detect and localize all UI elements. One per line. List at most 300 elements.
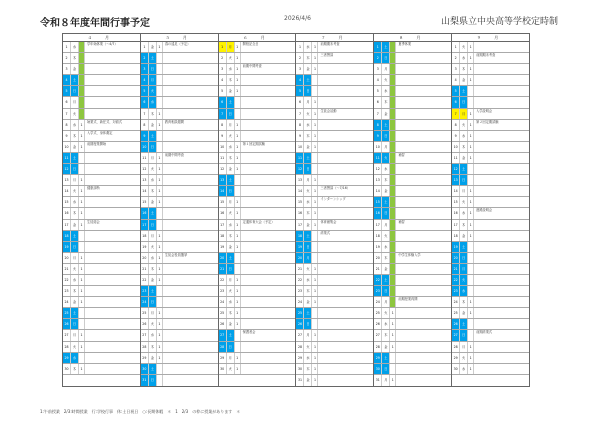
day-row xyxy=(296,142,373,153)
day-row xyxy=(63,186,140,197)
day-number: 4 xyxy=(374,75,382,85)
day-number: 29 xyxy=(452,353,460,363)
day-number: 22 xyxy=(219,275,227,285)
event-text: 第１回定期試験 xyxy=(242,141,265,146)
weekday: 月 xyxy=(460,109,468,119)
weekday: 水 xyxy=(304,42,312,52)
event-text xyxy=(241,153,296,163)
class-marker: 1 xyxy=(235,231,241,241)
weekday: 火 xyxy=(71,342,79,352)
weekday: 月 xyxy=(460,186,468,196)
event-text xyxy=(163,353,218,363)
weekday: 土 xyxy=(304,308,312,318)
class-marker: 1 xyxy=(468,231,474,241)
weekday: 火 xyxy=(71,109,79,119)
class-marker: 1 xyxy=(157,242,163,252)
day-row xyxy=(141,197,218,208)
class-marker: 1 xyxy=(390,319,396,329)
day-number: 17 xyxy=(141,220,149,230)
day-row xyxy=(374,64,451,75)
day-number: 21 xyxy=(63,264,71,274)
event-text xyxy=(163,275,218,285)
weekday: 水 xyxy=(382,86,390,96)
event-text xyxy=(396,242,451,252)
weekday: 火 xyxy=(304,342,312,352)
weekday: 日 xyxy=(304,319,312,329)
page-title: 令和８年度年間行事予定 xyxy=(40,18,150,29)
weekday: 土 xyxy=(304,153,312,163)
weekday: 月 xyxy=(149,75,157,85)
day-row xyxy=(219,42,296,53)
weekday: 水 xyxy=(71,42,79,52)
day-row xyxy=(452,86,529,97)
event-text xyxy=(241,164,296,174)
day-number: 27 xyxy=(452,330,460,340)
day-row xyxy=(452,186,529,197)
event-text xyxy=(474,42,529,52)
day-number: 19 xyxy=(452,242,460,252)
weekday: 月 xyxy=(71,97,79,107)
weekday: 日 xyxy=(227,109,235,119)
event-text xyxy=(241,253,296,263)
weekday: 月 xyxy=(460,264,468,274)
event-text xyxy=(85,208,140,218)
day-row xyxy=(374,242,451,253)
weekday: 水 xyxy=(460,286,468,296)
class-marker: 1 xyxy=(157,253,163,263)
weekday: 土 xyxy=(382,42,390,52)
day-number: 23 xyxy=(63,286,71,296)
weekday: 日 xyxy=(460,330,468,340)
day-number: 14 xyxy=(452,186,460,196)
day-number: 19 xyxy=(141,242,149,252)
weekday: 月 xyxy=(304,175,312,185)
day-row xyxy=(296,120,373,131)
day-row xyxy=(141,308,218,319)
day-row xyxy=(452,75,529,86)
class-marker: 1 xyxy=(468,53,474,63)
event-text xyxy=(318,342,373,352)
class-marker: 1 xyxy=(235,242,241,252)
weekday: 金 xyxy=(149,120,157,130)
event-text xyxy=(396,264,451,274)
event-text: 生徒会活動 xyxy=(320,108,337,113)
day-number: 11 xyxy=(219,153,227,163)
day-row xyxy=(452,308,529,319)
event-text xyxy=(241,308,296,318)
weekday: 金 xyxy=(149,42,157,52)
day-row xyxy=(452,242,529,253)
day-row xyxy=(141,97,218,108)
day-number: 9 xyxy=(296,131,304,141)
day-number: 5 xyxy=(296,86,304,96)
day-number: 29 xyxy=(219,353,227,363)
event-text xyxy=(318,164,373,174)
class-marker: 1 xyxy=(235,75,241,85)
event-text xyxy=(163,175,218,185)
day-row xyxy=(374,86,451,97)
day-number: 4 xyxy=(219,75,227,85)
class-marker: 1 xyxy=(468,120,474,130)
day-number: 6 xyxy=(219,97,227,107)
day-row xyxy=(141,175,218,186)
event-text xyxy=(474,64,529,74)
class-marker: 1 xyxy=(235,153,241,163)
day-row xyxy=(219,53,296,64)
weekday: 月 xyxy=(149,153,157,163)
class-marker: 1 xyxy=(468,353,474,363)
event-text xyxy=(396,375,451,386)
day-number: 5 xyxy=(452,86,460,96)
event-text xyxy=(396,97,451,107)
event-text xyxy=(163,164,218,174)
event-text xyxy=(318,208,373,218)
event-text xyxy=(85,109,140,119)
event-text xyxy=(85,97,140,107)
event-text xyxy=(241,286,296,296)
day-number: 26 xyxy=(452,319,460,329)
weekday: 月 xyxy=(227,120,235,130)
day-number: 21 xyxy=(374,264,382,274)
day-number: 20 xyxy=(141,253,149,263)
day-row xyxy=(63,264,140,275)
day-number: 6 xyxy=(63,97,71,107)
day-number: 9 xyxy=(63,131,71,141)
weekday: 金 xyxy=(382,109,390,119)
day-row xyxy=(219,375,296,386)
weekday: 金 xyxy=(227,319,235,329)
event-text: インターンシップ xyxy=(320,197,346,202)
class-marker: 1 xyxy=(157,164,163,174)
class-marker: 1 xyxy=(157,109,163,119)
day-row xyxy=(296,308,373,319)
day-row xyxy=(63,353,140,364)
weekday: 木 xyxy=(304,208,312,218)
weekday: 月 xyxy=(149,231,157,241)
event-text: 補習 xyxy=(398,219,405,224)
day-number: 22 xyxy=(452,275,460,285)
day-number: 16 xyxy=(219,208,227,218)
class-marker: 1 xyxy=(312,286,318,296)
event-text xyxy=(85,342,140,352)
class-marker: 1 xyxy=(157,231,163,241)
class-marker: 1 xyxy=(235,364,241,374)
day-row xyxy=(296,375,373,386)
day-number: 18 xyxy=(219,231,227,241)
event-text xyxy=(163,186,218,196)
weekday: 土 xyxy=(382,120,390,130)
day-number: 2 xyxy=(63,53,71,63)
event-text: 入学式、身体測定 xyxy=(87,130,113,135)
day-row xyxy=(374,97,451,108)
event-text xyxy=(396,353,451,363)
day-row xyxy=(452,286,529,297)
day-row xyxy=(296,186,373,197)
month-header: ９ 月 xyxy=(452,34,529,42)
event-text xyxy=(163,231,218,241)
day-row xyxy=(452,330,529,341)
weekday: 月 xyxy=(227,275,235,285)
day-number: 27 xyxy=(219,330,227,340)
event-text xyxy=(241,197,296,207)
day-row xyxy=(219,97,296,108)
day-row xyxy=(452,231,529,242)
day-number: 6 xyxy=(141,97,149,107)
day-row xyxy=(296,264,373,275)
event-text xyxy=(163,197,218,207)
day-row xyxy=(374,231,451,242)
day-number: 9 xyxy=(141,131,149,141)
print-date: 2026/4/6 xyxy=(284,15,311,22)
weekday: 日 xyxy=(71,242,79,252)
day-number: 12 xyxy=(219,164,227,174)
weekday: 土 xyxy=(227,97,235,107)
day-row xyxy=(296,220,373,231)
day-number: 8 xyxy=(296,120,304,130)
day-number: 22 xyxy=(296,275,304,285)
day-number: 21 xyxy=(452,264,460,274)
day-row xyxy=(219,353,296,364)
day-number: 7 xyxy=(63,109,71,119)
day-number: 17 xyxy=(63,220,71,230)
event-text xyxy=(241,297,296,307)
day-number: 11 xyxy=(374,153,382,163)
day-number: 7 xyxy=(374,109,382,119)
day-number: 7 xyxy=(452,109,460,119)
day-number: 13 xyxy=(219,175,227,185)
day-row xyxy=(374,197,451,208)
class-marker: 1 xyxy=(235,42,241,52)
event-text xyxy=(163,220,218,230)
weekday: 火 xyxy=(304,264,312,274)
event-text xyxy=(241,109,296,119)
event-text xyxy=(163,53,218,63)
weekday: 月 xyxy=(304,97,312,107)
day-row xyxy=(63,64,140,75)
class-marker: 1 xyxy=(235,208,241,218)
event-text xyxy=(474,364,529,374)
event-text xyxy=(474,97,529,107)
day-number: 2 xyxy=(374,53,382,63)
event-text xyxy=(241,120,296,130)
class-marker: 1 xyxy=(390,308,396,318)
day-number: 1 xyxy=(296,42,304,52)
class-marker: 1 xyxy=(235,197,241,207)
event-text xyxy=(396,142,451,152)
class-marker: 1 xyxy=(235,64,241,74)
class-marker: 1 xyxy=(312,264,318,274)
day-number: 28 xyxy=(141,342,149,352)
class-marker: 1 xyxy=(312,342,318,352)
weekday: 日 xyxy=(382,286,390,296)
weekday: 火 xyxy=(149,319,157,329)
day-number: 30 xyxy=(452,364,460,374)
day-number: 19 xyxy=(63,242,71,252)
day-row xyxy=(219,164,296,175)
day-number: 16 xyxy=(452,208,460,218)
class-marker: 1 xyxy=(79,175,85,185)
day-number: 25 xyxy=(452,308,460,318)
day-number: 5 xyxy=(63,86,71,96)
event-text xyxy=(396,175,451,185)
day-row xyxy=(374,253,451,264)
day-number: 16 xyxy=(296,208,304,218)
weekday: 木 xyxy=(71,286,79,296)
event-text xyxy=(474,86,529,96)
class-marker: 1 xyxy=(79,275,85,285)
weekday: 土 xyxy=(304,75,312,85)
day-number: 18 xyxy=(452,231,460,241)
weekday: 水 xyxy=(71,275,79,285)
month-header: ６ 月 xyxy=(219,34,296,42)
day-number: 23 xyxy=(141,286,149,296)
weekday: 日 xyxy=(71,164,79,174)
weekday: 日 xyxy=(149,220,157,230)
day-number: 30 xyxy=(141,364,149,374)
event-text xyxy=(474,231,529,241)
day-number: 25 xyxy=(374,308,382,318)
day-row xyxy=(219,64,296,75)
event-text: 第２回定期試験 xyxy=(476,119,499,124)
event-text xyxy=(318,175,373,185)
event-text xyxy=(318,86,373,96)
day-number: 17 xyxy=(296,220,304,230)
class-marker: 1 xyxy=(468,220,474,230)
weekday: 木 xyxy=(149,342,157,352)
class-marker: 1 xyxy=(390,342,396,352)
day-number: 12 xyxy=(141,164,149,174)
event-text: 前期期末考査 xyxy=(320,42,340,46)
day-row xyxy=(63,308,140,319)
weekday: 木 xyxy=(460,64,468,74)
weekday: 木 xyxy=(227,308,235,318)
class-marker: 1 xyxy=(157,186,163,196)
weekday: 日 xyxy=(382,131,390,141)
class-marker: 1 xyxy=(468,153,474,163)
event-text xyxy=(396,208,451,218)
weekday: 水 xyxy=(227,142,235,152)
weekday: 火 xyxy=(382,75,390,85)
weekday: 木 xyxy=(71,208,79,218)
day-row xyxy=(63,220,140,231)
class-marker: 1 xyxy=(157,330,163,340)
class-marker: 1 xyxy=(157,197,163,207)
day-row xyxy=(141,242,218,253)
weekday: 日 xyxy=(149,297,157,307)
class-marker: 1 xyxy=(79,342,85,352)
event-text xyxy=(85,197,140,207)
day-row xyxy=(374,53,451,64)
day-row xyxy=(296,53,373,64)
weekday: 土 xyxy=(71,231,79,241)
weekday: 土 xyxy=(460,86,468,96)
class-marker: 1 xyxy=(157,153,163,163)
weekday: 木 xyxy=(71,131,79,141)
event-text xyxy=(85,297,140,307)
class-marker: 1 xyxy=(235,220,241,230)
day-number: 27 xyxy=(374,330,382,340)
event-text: 生徒総会 xyxy=(87,219,100,224)
weekday: 日 xyxy=(460,97,468,107)
day-row xyxy=(296,275,373,286)
event-text xyxy=(163,330,218,340)
day-number: 14 xyxy=(296,186,304,196)
weekday: 火 xyxy=(227,364,235,374)
class-marker: 1 xyxy=(235,142,241,152)
event-text xyxy=(474,319,529,329)
weekday: 水 xyxy=(304,197,312,207)
class-marker: 1 xyxy=(312,330,318,340)
event-text xyxy=(396,308,451,318)
day-row xyxy=(296,42,373,53)
weekday: 金 xyxy=(460,75,468,85)
day-row xyxy=(141,109,218,120)
day-row xyxy=(374,264,451,275)
event-text xyxy=(318,375,373,386)
class-marker: 1 xyxy=(468,75,474,85)
weekday: 金 xyxy=(149,275,157,285)
day-row xyxy=(63,231,140,242)
day-number: 31 xyxy=(141,375,149,386)
day-row xyxy=(219,175,296,186)
day-row xyxy=(452,264,529,275)
weekday: 日 xyxy=(71,86,79,96)
day-row xyxy=(452,64,529,75)
day-row xyxy=(374,342,451,353)
day-row xyxy=(374,208,451,219)
event-text xyxy=(85,64,140,74)
day-number: 2 xyxy=(452,53,460,63)
day-number: 16 xyxy=(374,208,382,218)
event-text xyxy=(396,64,451,74)
day-row xyxy=(296,297,373,308)
day-row xyxy=(141,75,218,86)
day-row xyxy=(219,220,296,231)
day-number: 27 xyxy=(63,330,71,340)
day-row xyxy=(374,120,451,131)
class-marker: 1 xyxy=(312,175,318,185)
day-number: 20 xyxy=(296,253,304,263)
weekday: 月 xyxy=(71,253,79,263)
weekday: 火 xyxy=(382,231,390,241)
day-number: 19 xyxy=(296,242,304,252)
class-marker: 1 xyxy=(312,109,318,119)
weekday: 金 xyxy=(460,308,468,318)
day-number: 4 xyxy=(63,75,71,85)
event-text xyxy=(318,131,373,141)
event-text xyxy=(85,264,140,274)
weekday: 火 xyxy=(460,197,468,207)
event-text xyxy=(396,275,451,285)
weekday: 金 xyxy=(460,231,468,241)
day-number: 25 xyxy=(296,308,304,318)
day-row xyxy=(374,175,451,186)
event-text: 健康診断 xyxy=(87,186,100,191)
weekday: 火 xyxy=(227,286,235,296)
weekday: 水 xyxy=(71,197,79,207)
day-row xyxy=(141,342,218,353)
weekday: 水 xyxy=(149,330,157,340)
day-number: 15 xyxy=(452,197,460,207)
weekday: 月 xyxy=(460,342,468,352)
weekday: 土 xyxy=(460,164,468,174)
event-text: 進路説明会 xyxy=(476,208,493,213)
month-header: ５ 月 xyxy=(141,34,218,42)
day-row xyxy=(374,75,451,86)
event-text xyxy=(474,175,529,185)
day-row xyxy=(296,208,373,219)
class-marker: 1 xyxy=(157,342,163,352)
